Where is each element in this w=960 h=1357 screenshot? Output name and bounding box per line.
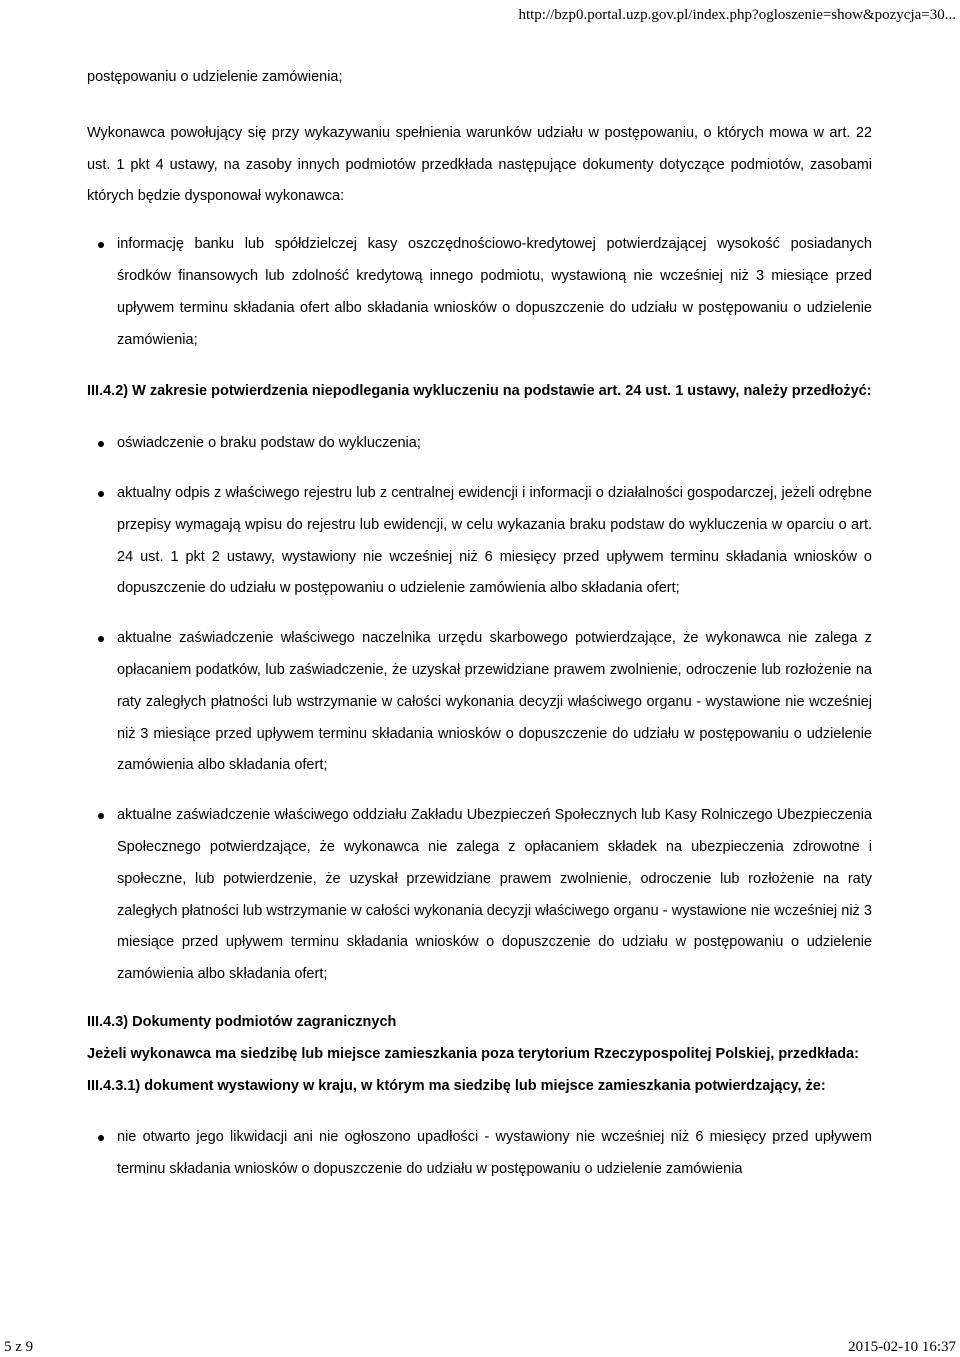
list-foreign-documents [87,1122,872,1186]
document-content [87,62,872,1186]
list-item: informację banku lub spółdzielczej kasy oszczędnościowo-kredytowej potwierdzającej wysokość posiadanych środków finansowych lub zdolność kredytową innego podmiotu, wystawioną nie wcześniej niż 3 miesiące przed upływem terminu składania ofert albo składania wniosków o dopuszczenie do udziału w postępowaniu o udzielenie zamówienia; [117,229,872,356]
list-item: nie otwarto jego likwidacji ani nie ogłoszono upadłości - wystawiony nie wcześniej niż 6 miesięcy przed upływem terminu składania wniosków o dopuszczenie do udziału w postępowaniu o udzielenie zamówienia [117,1122,872,1186]
list-item: aktualne zaświadczenie właściwego naczelnika urzędu skarbowego potwierdzające, że wykonawca nie zalega z opłacaniem podatków, lub zaświadczenie, że uzyskał przewidziane prawem zwolnienie, odroczenie lub rozłożenie na raty zaległych płatności lub wstrzymanie w całości wykonania decyzji właściwego organu - wystawione nie wcześniej niż 3 miesiące przed upływem terminu składania wniosków o dopuszczenie do udziału w postępowaniu o udzielenie zamówienia albo składania ofert; [117,623,872,782]
section-heading-3-4-3: III.4.3) Dokumenty podmiotów zagranicznych [87,1013,397,1030]
section-heading-3-4-3-1: III.4.3.1) dokument wystawiony w kraju, w którym ma siedzibę lub miejsce zamieszkania potwierdzający, że: [87,1077,826,1094]
list-exclusion-documents [87,428,872,991]
print-datetime: 2015-02-10 16:37 [848,1339,956,1355]
list-item: aktualny odpis z właściwego rejestru lub z centralnej ewidencji i informacji o działalności gospodarczej, jeżeli odrębne przepisy wymagają wpisu do rejestru lub ewidencji, w celu wykazania braku podstaw do wykluczenia w oparciu o art. 24 ust. 1 pkt 2 ustawy, wystawiony nie wcześniej niż 6 miesięcy przed upływem terminu składania wniosków o dopuszczenie do udziału w postępowaniu o udzielenie zamówienia albo składania ofert; [117,478,872,605]
paragraph-resources: Wykonawca powołujący się przy wykazywaniu spełnienia warunków udziału w postępowaniu, o których mowa w art. 22 ust. 1 pkt 4 ustawy, na zasoby innych podmiotów przedkłada następujące dokumenty dotyczące podmiotów, zasobami których będzie dysponował wykonawca: [87,124,872,205]
section-heading-3-4-2: III.4.2) W zakresie potwierdzenia niepodlegania wykluczeniu na podstawie art. 24 ust. 1 ustawy, należy przedłożyć: [87,383,872,400]
section-subheading-foreign: Jeżeli wykonawca ma siedzibę lub miejsce zamieszkania poza terytorium Rzeczypospolitej Polskiej, przedkłada: [87,1045,860,1062]
list-resources-documents [87,229,872,356]
list-item: aktualne zaświadczenie właściwego oddziału Zakładu Ubezpieczeń Społecznych lub Kasy Rolniczego Ubezpieczenia Społecznego potwierdzające, że wykonawca nie zalega z opłacaniem składek na ubezpieczenia zdrowotne i społeczne, lub potwierdzenie, że uzyskał przewidziane prawem zwolnienie, odroczenie lub rozłożenie na raty zaległych płatności lub wstrzymanie w całości wykonania decyzji właściwego organu - wystawione nie wcześniej niż 3 miesiące przed upływem terminu składania wniosków o dopuszczenie do udziału w postępowaniu o udzielenie zamówienia albo składania ofert; [117,800,872,991]
page-url-header: http://bzp0.portal.uzp.gov.pl/index.php?ogloszenie=show&pozycja=30... [518,7,956,23]
page-number: 5 z 9 [4,1339,34,1355]
paragraph-continuation: postępowaniu o udzielenie zamówienia; [87,69,343,85]
list-item: oświadczenie o braku podstaw do wykluczenia; [117,428,872,460]
